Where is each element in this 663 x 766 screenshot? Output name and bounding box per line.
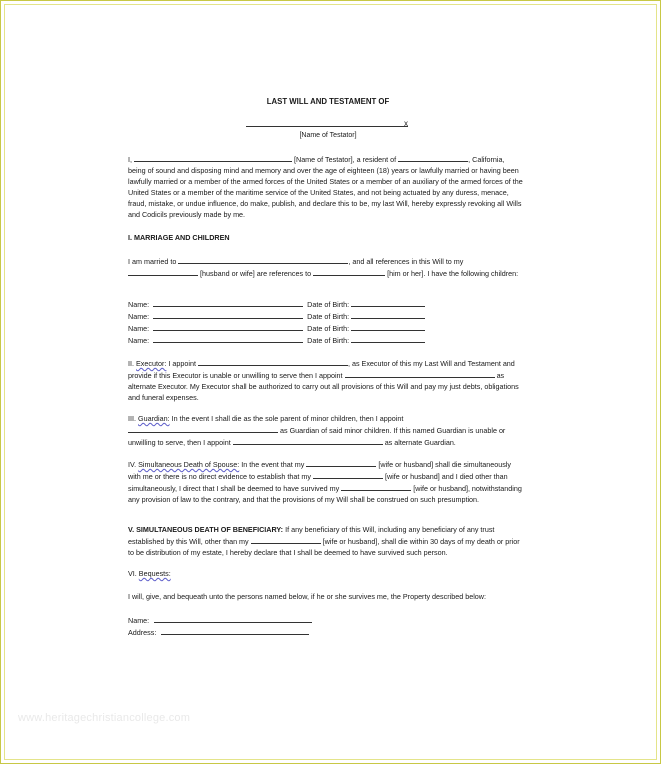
spouse-ref-blank-2[interactable]	[313, 267, 385, 276]
spouse-blank[interactable]	[306, 458, 376, 467]
alternate-executor-blank[interactable]	[345, 369, 495, 378]
beneficiary-address-row	[128, 626, 309, 637]
section-3-heading: Guardian:	[138, 414, 170, 423]
guardian-blank[interactable]	[128, 424, 278, 433]
section-3-text-1: In the event I shall die as the sole parent of minor children, then I appoint	[171, 414, 404, 423]
intro-text-4: California, being of sound and disposing mind and memory and over the age of eighteen (18) years or lawfully married or having been lawfully married or a member of the armed forces of the United States or a member of an auxiliary of the armed forces of the United States or a member of the maritime service of the United States, and not being actuated by any duress, menace, fraud, mistake, or undue influence, do make, publish, and declare this to be, my last Will, hereby expressly revoking all Wills and Codicils previously made by me.	[128, 155, 523, 219]
spouse-name-blank[interactable]	[178, 255, 348, 264]
executor-blank[interactable]	[198, 357, 348, 366]
spouse-blank-4[interactable]	[251, 535, 321, 544]
section-1-text-3: [husband or wife] are references to	[200, 269, 312, 278]
residence-blank[interactable]	[398, 153, 471, 164]
section-2-paragraph	[128, 357, 523, 403]
section-1-heading: I. MARRIAGE AND CHILDREN	[128, 233, 230, 242]
section-1-paragraph	[128, 255, 523, 279]
intro-text-1: I,	[128, 155, 132, 164]
section-1-text-1: I am married to	[128, 257, 177, 266]
section-5-text-2: [wife or husband], shall die within 30 days of my death or prior to be distribution of my estate, I hereby declare that I shall be deemed to have survived such person.	[128, 537, 520, 557]
section-4-text-1: In the event that my	[241, 460, 305, 469]
section-4-paragraph	[128, 458, 523, 505]
child-name-label: Name:	[128, 312, 150, 321]
intro-paragraph	[128, 153, 523, 220]
child-dob-label: Date of Birth:	[307, 324, 350, 333]
spouse-blank-3[interactable]	[341, 482, 411, 491]
child-row	[128, 310, 425, 321]
testator-name-blank[interactable]	[134, 153, 292, 162]
beneficiary-name-blank[interactable]	[154, 614, 312, 623]
section-6-number: VI.	[128, 569, 137, 578]
child-name-blank[interactable]	[153, 334, 303, 343]
section-2-text-3: as alternate Executor. My Executor shall be authorized to carry out all provisions of this Will and pay my just debts, obligations and funeral expenses.	[128, 371, 519, 402]
section-5-paragraph	[128, 524, 523, 558]
section-4-text-2: [wife or husband] shall die simultaneously with me or there is no direct evidence to establish that my	[128, 460, 512, 481]
child-dob-blank[interactable]	[351, 322, 425, 331]
section-1-text-4: [him or her]. I have the following children:	[387, 269, 519, 278]
child-name-blank[interactable]	[153, 310, 303, 319]
section-6-heading: Bequests:	[138, 569, 171, 578]
child-dob-label: Date of Birth:	[307, 312, 350, 321]
section-5-text-1: If any beneficiary of this Will, including any beneficiary of any trust established by this Will, other than my	[128, 525, 495, 546]
child-row	[128, 322, 425, 333]
child-dob-blank[interactable]	[351, 298, 425, 307]
spouse-ref-blank[interactable]	[128, 267, 198, 276]
child-name-blank[interactable]	[153, 322, 303, 331]
testator-name-line[interactable]	[246, 126, 408, 127]
section-3-paragraph	[128, 413, 523, 448]
section-6-paragraph: I will, give, and bequeath unto the persons named below, if he or she survives me, the Property described below:	[128, 592, 486, 601]
child-dob-blank[interactable]	[351, 310, 425, 319]
intro-text-2: [Name of Testator], a resident of	[294, 155, 397, 164]
section-4-number: IV.	[128, 460, 137, 469]
section-4-text-3: [wife or husband] and I died other than simultaneously, I direct that I shall be deemed to have survived my	[128, 472, 508, 493]
child-name-label: Name:	[128, 324, 150, 333]
section-1-text-2: , and all references in this Will to my	[348, 257, 464, 266]
section-2-text-1: I appoint	[168, 359, 196, 368]
child-dob-label: Date of Birth:	[307, 336, 350, 345]
child-row	[128, 298, 425, 309]
section-2-text-2: , as Executor of this my Last Will and Testament and provide if this Executor is unable or unwilling to serve then I appoint	[128, 359, 515, 380]
testator-name-label: [Name of Testator]	[299, 132, 357, 139]
section-3-text-2: as Guardian of said minor children. If this named Guardian is unable or unwilling to serve, then I appoint	[128, 426, 506, 447]
child-name-label: Name:	[128, 300, 150, 309]
beneficiary-address-label: Address:	[128, 628, 157, 637]
child-name-blank[interactable]	[153, 298, 303, 307]
section-2-number: II.	[128, 359, 134, 368]
intro-text-3: ,	[468, 155, 471, 164]
section-2-heading: Executor:	[136, 359, 167, 368]
beneficiary-name-row	[128, 614, 312, 625]
beneficiary-address-blank[interactable]	[161, 626, 309, 635]
section-4-heading: Simultaneous Death of Spouse:	[138, 460, 240, 469]
spouse-blank-2[interactable]	[313, 470, 383, 479]
section-4-text-4: [wife or husband], notwithstanding any provision of law to the contrary, and that the provisions of my Will shall be construed on such presumption.	[128, 484, 522, 504]
child-row	[128, 334, 425, 345]
section-3-number: III.	[128, 414, 136, 423]
child-dob-blank[interactable]	[351, 334, 425, 343]
document-title: LAST WILL AND TESTAMENT OF	[266, 97, 390, 106]
alternate-guardian-blank[interactable]	[233, 436, 383, 445]
section-3-text-3: as alternate Guardian.	[384, 438, 456, 447]
beneficiary-name-label: Name:	[128, 616, 150, 625]
child-dob-label: Date of Birth:	[307, 300, 350, 309]
section-5-heading: V. SIMULTANEOUS DEATH OF BENEFICIARY:	[128, 525, 284, 534]
section-6-heading-line	[128, 568, 523, 579]
signature-mark: x	[404, 119, 408, 128]
child-name-label: Name:	[128, 336, 150, 345]
watermark-text: www.heritagechristiancollege.com	[18, 712, 191, 724]
